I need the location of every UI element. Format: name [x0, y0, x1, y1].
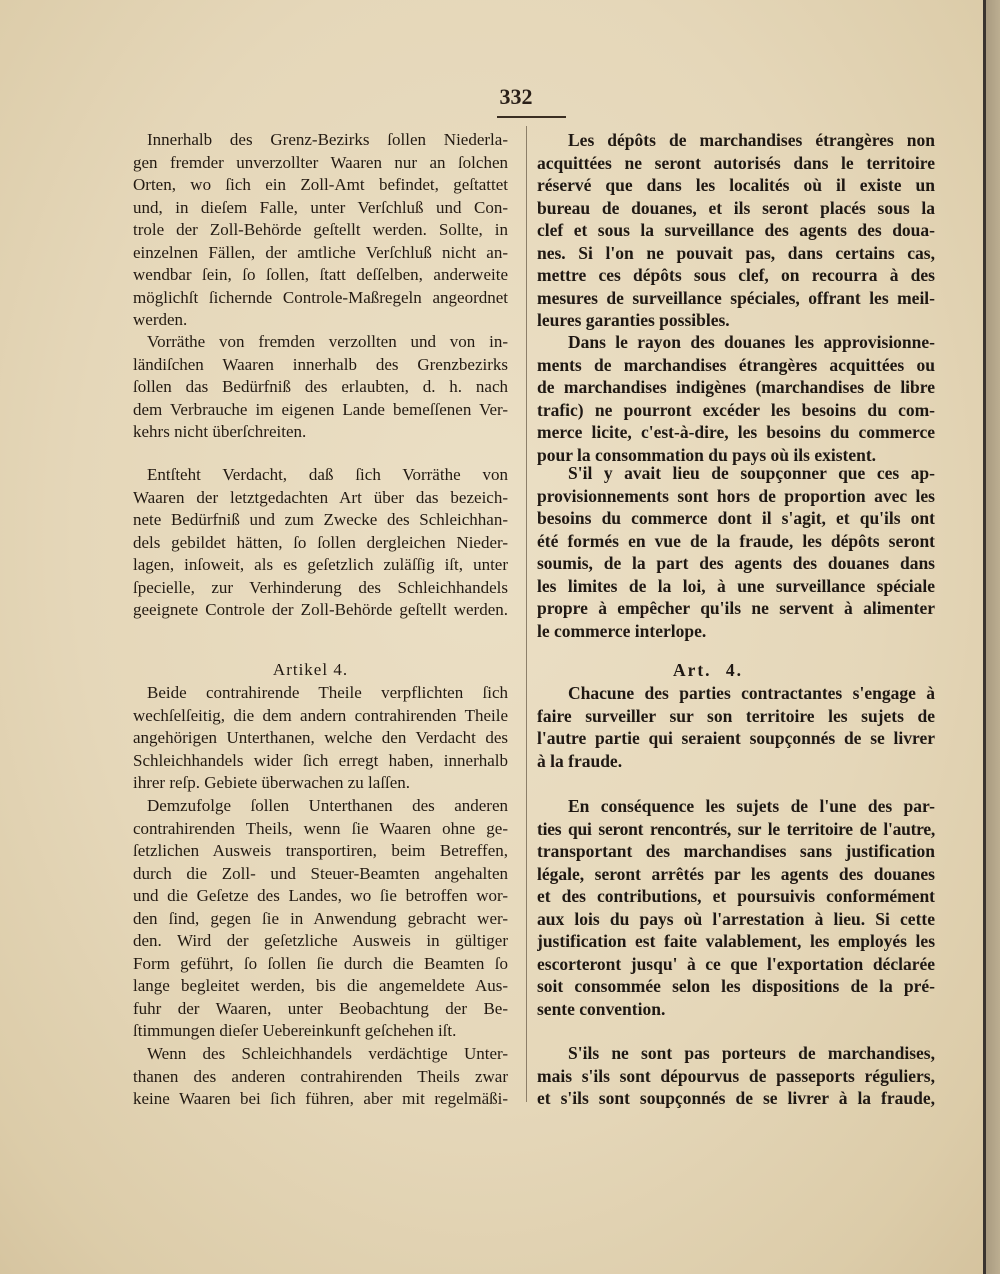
scan-right-edge [983, 0, 1000, 1274]
german-line: durch die Zoll- und Steuer-Beamten angehalten [133, 863, 508, 883]
french-line: le commerce interlope. [537, 620, 707, 641]
page-number: 332 [499, 84, 533, 109]
french-column [537, 0, 935, 1274]
german-line: einzelnen Fällen, der amtliche Verſchluß nicht an- [133, 242, 508, 262]
german-paragraph-5 [133, 795, 508, 1043]
german-line: nete Bedürfniß und zum Zwecke des Schleichhan- [133, 510, 508, 529]
german-line: Beide contrahirende Theile verpflichten ſich [147, 683, 508, 702]
french-line: En conséquence les sujets de l'une des par- [568, 796, 935, 816]
german-line: Waaren der letztgedachten Art über das bezeich- [133, 487, 508, 507]
german-paragraph-4 [133, 682, 508, 795]
german-line: thanen des anderen contrahirenden Theils zwar [133, 1066, 508, 1086]
german-line: dem Verbrauche im eigenen Lande bemeſſenen Ver- [133, 399, 508, 419]
german-line: wendbar ſein, ſo ſollen, ſtatt deſſelben, anderweite [133, 265, 508, 284]
french-paragraph-1 [537, 129, 935, 332]
french-line: mais s'ils sont dépourvus de passeports réguliers, [537, 1065, 935, 1086]
german-line: ſollen das Bedürfniß des erlaubten, d. h. nach [133, 377, 508, 396]
german-line: trole der Zoll-Behörde geſtellt werden. Sollte, in [133, 220, 508, 239]
german-line: keine Waaren bei ſich führen, aber mit regelmäßi- [133, 1089, 508, 1108]
french-line: de marchandises indigènes (marchandises de libre [537, 377, 935, 397]
german-line: Wenn des Schleichhandels verdächtige Unter- [147, 1044, 508, 1063]
french-line: et des contributions, et poursuivis conformément [537, 886, 935, 906]
german-line: ſtimmungen dieſer Uebereinkunft geſchehen iſt. [133, 1021, 457, 1040]
french-line: soumis, de la part des agents des douanes dans [537, 553, 935, 573]
german-paragraph-2 [133, 331, 508, 444]
french-line: soit consommée selon les dispositions de la pré- [537, 976, 935, 996]
german-line: geeignete Controle der Zoll-Behörde geſtellt werden. [133, 600, 508, 619]
german-line: fuhr der Waaren, unter Beobachtung der Be- [133, 998, 508, 1018]
french-line: légale, seront arrêtés par les agents des douanes [537, 863, 935, 884]
german-line: den ſind, gegen ſie in Anwendung gebracht wer- [133, 908, 508, 928]
french-line: faire surveiller sur son territoire les sujets de [537, 705, 935, 726]
german-line: ſetzlichen Ausweis transportiren, beim Betreffen, [133, 841, 508, 860]
german-line: ihrer reſp. Gebiete überwachen zu laſſen. [133, 773, 411, 792]
french-paragraph-5 [537, 795, 935, 1020]
german-line: angehörigen Unterthanen, welche den Verdacht des [133, 728, 508, 747]
german-line: den. Wird der geſetzliche Ausweis in gültiger [133, 931, 508, 950]
french-line: Chacune des parties contractantes s'engage à [568, 683, 935, 703]
french-line: l'autre partie qui seraient soupçonnés de se livrer [537, 728, 935, 748]
french-line: S'il y avait lieu de soupçonner que ces ap- [568, 463, 935, 483]
german-article-heading: Artikel 4. [272, 660, 349, 679]
french-line: merce licite, c'est-à-dire, les besoins du commerce [537, 422, 935, 442]
french-line: sente convention. [537, 998, 666, 1019]
german-paragraph-1 [133, 129, 508, 332]
german-line: Orten, wo ſich ein Zoll-Amt befindet, geſtattet [133, 175, 508, 194]
german-line: kehrs nicht überſchreiten. [133, 422, 307, 441]
french-line: propre à empêcher qu'ils ne servent à alimenter [537, 598, 935, 618]
french-paragraph-3 [537, 462, 935, 642]
german-line: Vorräthe von fremden verzollten und von in- [147, 332, 508, 351]
french-paragraph-4 [537, 682, 935, 772]
german-line: contrahirenden Theils, wenn ſie Waaren ohne ge- [133, 818, 508, 838]
french-line: nes. Si l'on ne pouvait pas, dans certains cas, [537, 242, 935, 263]
german-line: Innerhalb des Grenz-Bezirks ſollen Niederla- [147, 130, 508, 149]
french-line: mettre ces dépôts sous clef, on recourra à des [537, 265, 935, 285]
german-line: dels gebildet hätten, ſo ſollen dergleichen Nieder- [133, 532, 508, 552]
german-line: ländiſchen Waaren innerhalb des Grenzbezirks [133, 354, 508, 374]
french-line: les limites de la loi, à une surveillance spéciale [537, 575, 935, 596]
french-line: escorteront jusqu' à ce que l'exportation déclarée [537, 953, 935, 974]
column-divider [526, 126, 527, 1102]
french-line: et s'ils sont soupçonnés de se livrer à la fraude, [537, 1088, 935, 1108]
german-line: Form geführt, ſo ſollen ſie durch die Beamten ſo [133, 953, 508, 973]
german-paragraph-3 [133, 464, 508, 622]
french-line: aux lois du pays où l'arrestation à lieu. Si cette [537, 908, 935, 929]
french-line: provisionnements sont hors de proportion avec les [537, 485, 935, 506]
french-line: pour la consommation du pays où ils existent. [537, 444, 877, 465]
french-line: transportant des marchandises sans justification [537, 841, 935, 861]
french-line: à la fraude. [537, 750, 623, 771]
german-column [133, 0, 508, 1274]
french-paragraph-6 [537, 1042, 935, 1110]
french-line: trafic) ne pourront excéder les besoins du com- [537, 399, 935, 420]
french-line: mesures de surveillance spéciales, offrant les meil- [537, 287, 935, 308]
german-line: werden. [133, 310, 188, 329]
french-paragraph-2 [537, 331, 935, 466]
german-line: Schleichhandels wider ſich erregt haben, innerhalb [133, 750, 508, 770]
german-line: Demzufolge ſollen Unterthanen des anderen [147, 796, 508, 815]
german-line: ſpecielle, zur Verhinderung des Schleichhandels [133, 577, 508, 597]
german-line: lange begleitet werden, bis die angemeldete Aus- [133, 976, 508, 995]
french-line: justification est faite valablement, les employés les [537, 931, 935, 951]
german-line: gen fremder unverzollter Waaren nur an ſolchen [133, 152, 508, 172]
french-line: bureau de douanes, et ils seront placés sous la [537, 197, 935, 218]
german-line: und, in dieſem Falle, unter Verſchluß und Con- [133, 197, 508, 217]
french-line: été formés en vue de la fraude, les dépôts seront [537, 530, 935, 551]
french-line: Les dépôts de marchandises étrangères non [568, 130, 935, 150]
french-line: leures garanties possibles. [537, 310, 730, 330]
german-line: Entſteht Verdacht, daß ſich Vorräthe von [147, 465, 508, 484]
french-line: ments de marchandises étrangères acquittées ou [537, 354, 935, 375]
german-line: und die Geſetze des Landes, wo ſie betroffen wor- [133, 886, 508, 905]
french-line: ties qui seront rencontrés, sur le territoire de l'autre, [537, 818, 935, 839]
french-line: Dans le rayon des douanes les approvisionne- [568, 332, 935, 352]
german-line: lagen, inſoweit, als es geſetzlich zuläſſig iſt, unter [133, 555, 508, 574]
french-line: S'ils ne sont pas porteurs de marchandises, [568, 1043, 935, 1063]
french-line: clef et sous la surveillance des agents des doua- [537, 220, 935, 240]
german-line: möglichſt ſichernde Controle-Maßregeln angeordnet [133, 287, 508, 307]
french-line: besoins du commerce dont il s'agit, et qu'ils ont [537, 508, 935, 528]
french-article-heading: Art. 4. [672, 660, 744, 680]
french-line: acquittées ne seront autorisés dans le territoire [537, 152, 935, 173]
german-paragraph-6 [133, 1043, 508, 1111]
french-line: réservé que dans les localités où il existe un [537, 175, 935, 195]
german-line: wechſelſeitig, die dem andern contrahirenden Theile [133, 705, 508, 725]
